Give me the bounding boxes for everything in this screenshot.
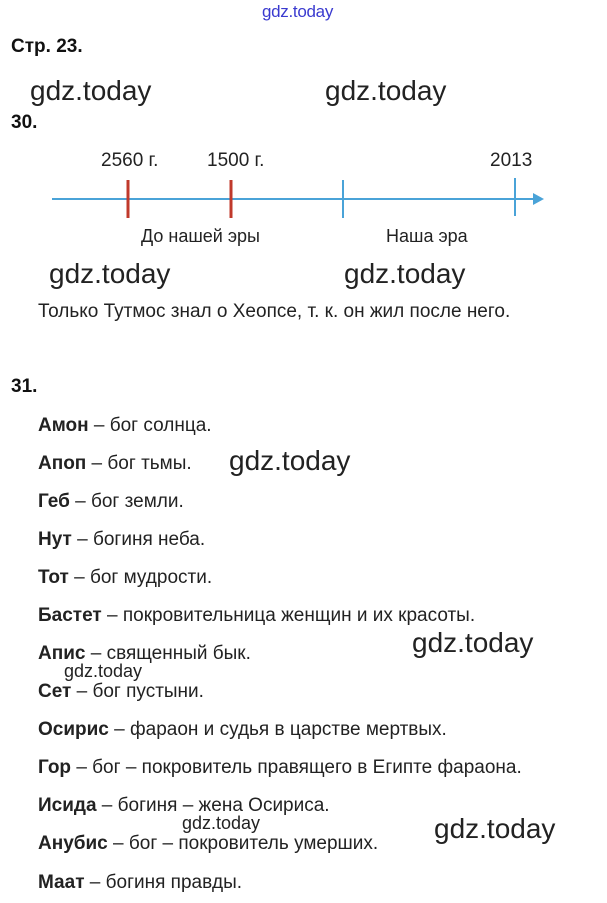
task-30-number: 30.: [11, 112, 38, 133]
watermark: gdz.today: [49, 258, 171, 289]
watermark: gdz.today: [325, 75, 447, 106]
timeline-label-2013: 2013: [490, 150, 533, 171]
list-item: Геб – бог земли.: [38, 491, 184, 512]
task-30-answer: Только Тутмос знал о Хеопсе, т. к. он жил после него.: [38, 301, 511, 322]
era-bce: До нашей эры: [141, 226, 260, 246]
list-item: Осирис – фараон и судья в царстве мертвых.: [38, 719, 447, 740]
watermark-top: gdz.today: [262, 2, 334, 21]
list-item: Исида – богиня – жена Осириса.: [38, 795, 330, 816]
page-heading: Стр. 23.: [11, 36, 83, 57]
watermark: gdz.today: [64, 661, 143, 681]
timeline-axis: [0, 170, 607, 230]
list-item: Бастет – покровительница женщин и их красоты.: [38, 605, 476, 626]
list-item: Сет – бог пустыни.: [38, 681, 204, 702]
task-31-number: 31.: [11, 376, 38, 397]
watermark: gdz.today: [434, 813, 556, 844]
list-item: Маат – богиня правды.: [38, 872, 243, 893]
list-item: Апоп – бог тьмы.: [38, 453, 192, 474]
watermark: gdz.today: [229, 445, 351, 476]
list-item: Анубис – бог – покровитель умерших.: [38, 833, 379, 854]
watermark: gdz.today: [344, 258, 466, 289]
watermark: gdz.today: [30, 75, 152, 106]
list-item: Нут – богиня неба.: [38, 529, 206, 550]
list-item: Тот – бог мудрости.: [38, 567, 213, 588]
timeline-arrow-icon: [533, 193, 544, 205]
list-item: Гор – бог – покровитель правящего в Египте фараона.: [38, 757, 522, 778]
list-item: Апис – священный бык.: [38, 643, 251, 664]
timeline-label-2560: 2560 г.: [101, 150, 159, 171]
list-item: Амон – бог солнца.: [38, 415, 212, 436]
watermark: gdz.today: [182, 813, 261, 833]
era-ce: Наша эра: [386, 226, 468, 246]
watermark: gdz.today: [412, 627, 534, 658]
timeline-label-1500: 1500 г.: [207, 150, 265, 171]
